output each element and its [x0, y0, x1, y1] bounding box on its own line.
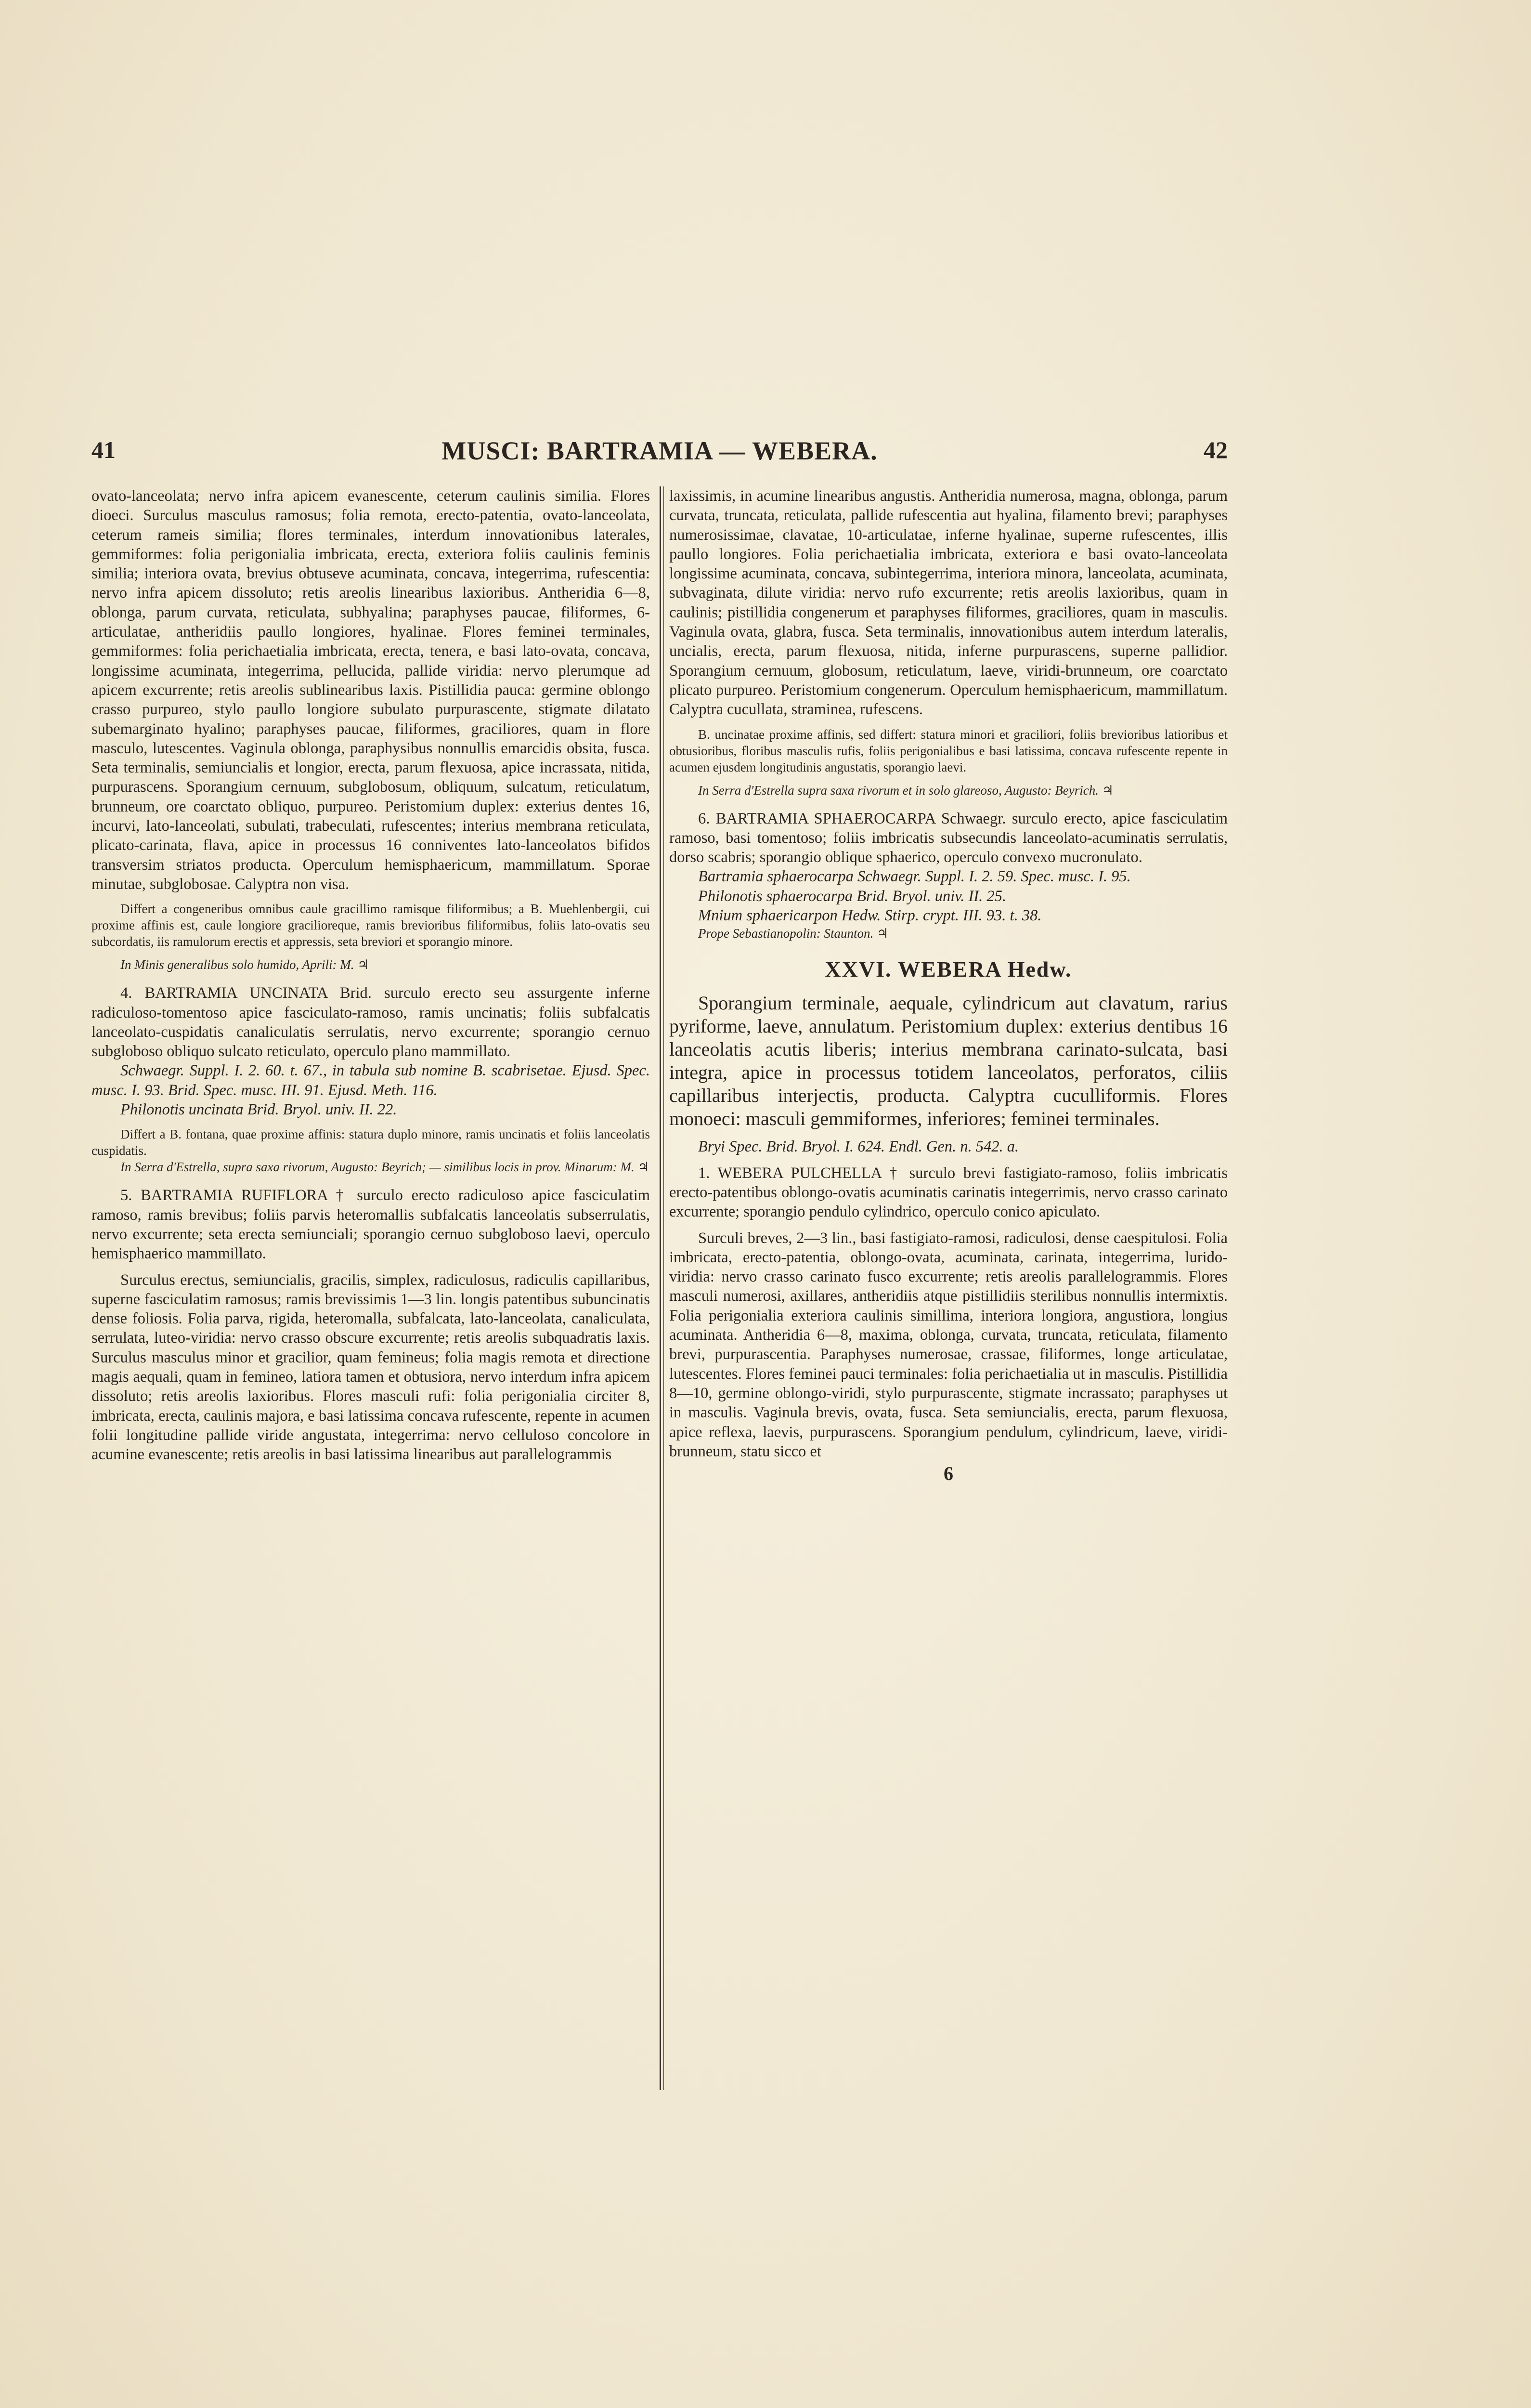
- synonymy-paragraph: Schwaegr. Suppl. I. 2. 60. t. 67., in tabula sub nomine B. scabrisetae. Ejusd. Spec. musc. I. 93. Brid. Spec. musc. III. 91. Ejusd. Meth. 116.: [91, 1062, 650, 1099]
- description-paragraph: ovato-lanceolata; nervo infra apicem evanescente, ceterum caulinis similia. Flores dioeci. Surculus masculus ramosus; folia remota, erecto-patentia, ovato-lanceolata, ceterum rameis similia; flores terminales, interdum innovationibus laterales, gemmiformes: folia perigonialia imbricata, erecta, exteriora foliis caulinis feminis similia; interiora ovata, brevius obtuseve acuminata, concava, integerrima, rufescentia: nervo infra apicem dissoluto; retis areolis linearibus laxioribus. Antheridia 6—8, oblonga, parum curvata, reticulata, subhyalina; paraphyses paucae, filiformes, 6-articulatae, antheridiis paullo longiores, hyalinae. Flores feminei terminales, gemmiformes: folia perichaetialia imbricata, erecta, tenera, e basi lato-ovata, concava, longissime acuminata, integerrima, pellucida, pallide viridia: nervo plerumque ad apicem excurrente; retis areolis sublinearibus laxis. Pistillidia pauca: germine oblongo crasso purpureo, stylo paullo longiore subulato purpurascente, stigmate dilatato subemarginato hyalino; paraphyses paucae, filiformes, graciliores, quam in flore masculo, lutescentes. Vaginula oblonga, paraphysibus nonnullis emarcidis obsita, fusca. Seta terminalis, semiuncialis et longior, erecta, parum flexuosa, apice incrassata, nitida, purpurascens. Sporangium cernuum, subglobosum, obliquum, sulcatum, reticulatum, brunneum, ore coarctato obliquo, purpureo. Peristomium duplex: exterius dentes 16, incurvi, lato-lanceolati, subulati, trabeculati, rufescentes; interius membrana reticulata, plicato-carinata, flava, apice in processus 16 conniventes lato-lanceolatos bifidos transversim striatos producta. Operculum hemisphaericum, mammillatum. Sporae minutae, subglobosae. Calyptra non visa.: [91, 487, 650, 893]
- synonymy-paragraph: Philonotis sphaerocarpa Brid. Bryol. univ. II. 25.: [698, 887, 1007, 905]
- description-paragraph: Surculi breves, 2—3 lin., basi fastigiato-ramosi, radiculosi, dense caespitulosi. Folia imbricata, erecto-patentia, oblongo-ovata, acuminata, carinata, integerrima, lurido-viridia: nervo crasso carinato fusco excurrente; retis areolis parallelogrammis. Flores masculi numerosi, axillares, antheridiis atque pistillidiis sterilibus nonnullis intermixtis. Folia perigonialia exteriora caulinis simillima, interiora longiora, angustiora, longius acuminata. Antheridia 6—8, maxima, oblonga, curvata, truncata, reticulata, filamento brevi, purpurascentia. Paraphyses numerosae, crassae, filiformes, longe articulatae, lutescentes. Flores feminei pauci terminales: folia perichaetialia ut in masculis. Pistillidia 8—10, germine oblongo-viridi, stylo purpurascente, stigmate incrassato; paraphyses ut in masculis. Vaginula brevis, ovata, fusca. Seta semiuncialis, erecta, parum flexuosa, apice reflexa, laevis, purpurascens. Sporangium pendulum, cylindricum, laeve, viridi-brunneum, statu sicco et: [669, 1229, 1228, 1460]
- locality-paragraph: In Minis generalibus solo humido, Aprili: M. ♃: [120, 957, 369, 972]
- note-paragraph: Differt a congeneribus omnibus caule gracillimo ramisque filiformibus; a B. Muehlenbergii, cui proxime affinis est, caule longiore gracilioreque, ramis brevioribus filiformibus, foliis lato-ovatis seu subcordatis, iis ramulorum erectis et appressis, seta breviori et sporangio minore.: [91, 902, 650, 949]
- note-paragraph: Differt a B. fontana, quae proxime affinis: statura duplo minore, ramis uncinatis et foliis lanceolatis cuspidatis.: [91, 1127, 650, 1158]
- synonymy-paragraph: Philonotis uncinata Brid. Bryol. univ. II. 22.: [120, 1101, 397, 1119]
- genus-heading: XXVI. WEBERA Hedw.: [825, 957, 1072, 982]
- left-column: [91, 486, 650, 1464]
- genus-description: Sporangium terminale, aequale, cylindricum aut clavatum, rarius pyriforme, laeve, annulatum. Peristomium duplex: exterius dentibus 16 lanceolatis acutis liberis; interius membrana carinato-sulcata, basi integra, apice in processus totidem lanceolatos, perforatos, ciliis capillaribus interjectis, producta. Calyptra cuculliformis. Flores monoeci: masculi gemmiformes, inferiores; feminei terminales.: [669, 992, 1228, 1130]
- running-title: MUSCI: BARTRAMIA — WEBERA.: [441, 436, 878, 465]
- locality-paragraph: In Serra d'Estrella supra saxa rivorum et in solo glareoso, Augusto: Beyrich. ♃: [698, 783, 1114, 798]
- note-paragraph: B. uncinatae proxime affinis, sed differt: statura minori et graciliori, foliis brevioribus latioribus et obtusioribus, floribus masculis rufis, foliis perigonialibus e basi latissima, concava rufescente repente in acumen ejusdem longitudinis angustatis, sporangio laevi.: [669, 727, 1228, 774]
- species-diagnosis: 4. BARTRAMIA UNCINATA Brid. surculo erecto seu assurgente inferne radiculoso-tomentoso apice fasciculato-ramoso, ramis uncinatis; foliis subfalcatis lanceolato-cuspidatis canaliculatis serrulatis, nervo excurrente; sporangio cernuo subgloboso obliquo sulcato reticulato, operculo plano mammillato.: [91, 984, 650, 1060]
- signature-mark: 6: [944, 1463, 953, 1485]
- locality-paragraph: Prope Sebastianopolin: Staunton. ♃: [698, 926, 889, 941]
- synonymy-paragraph: Mnium sphaericarpon Hedw. Stirp. crypt. III. 93. t. 38.: [698, 907, 1042, 925]
- page-number-right: 42: [1204, 436, 1228, 463]
- species-diagnosis: 6. BARTRAMIA SPHAEROCARPA Schwaegr. surculo erecto, apice fasciculatim ramoso, basi tomentoso; foliis imbricatis subsecundis lanceolato-acuminatis serrulatis, dorso scabris; sporangio oblique sphaerico, operculo convexo mucronulato.: [669, 810, 1228, 866]
- locality-paragraph: In Serra d'Estrella, supra saxa rivorum, Augusto: Beyrich; — similibus locis in prov. Minarum: M. ♃: [120, 1160, 649, 1175]
- genus-references: Bryi Spec. Brid. Bryol. I. 624. Endl. Gen. n. 542. a.: [698, 1138, 1019, 1156]
- column-rule-thin: [663, 486, 664, 2090]
- running-header: [91, 436, 1228, 470]
- synonymy-paragraph: Bartramia sphaerocarpa Schwaegr. Suppl. I. 2. 59. Spec. musc. I. 95.: [698, 868, 1131, 886]
- right-column: [669, 486, 1228, 1483]
- description-paragraph: laxissimis, in acumine linearibus angustis. Antheridia numerosa, magna, oblonga, parum curvata, truncata, reticulata, pallide rufescentia aut hyalina, filamento brevi; paraphyses numerosissimae, clavatae, 10-articulatae, inferne hyalinae, superne rufescentes, illis paullo longiores. Folia perichaetialia imbricata, exteriora e basi ovato-lanceolata longissime acuminata, concava, subintegerrima, interiora minora, lanceolata, acuminata, subvaginata, dilute viridia: nervo rufo excurrente; retis areolis laxioribus, quam in caulinis; pistillidia congenerum et paraphyses filiformes, graciliores, quam in masculis. Vaginula ovata, glabra, fusca. Seta terminalis, innovationibus autem interdum lateralis, uncialis, erecta, parum flexuosa, nitida, inferne purpurascens, superne pallidior. Sporangium cernuum, globosum, reticulatum, laeve, viridi-brunneum, ore coarctato plicato purpureo. Peristomium congenerum. Operculum hemisphaericum, mammillatum. Calyptra cucullata, straminea, rufescens.: [669, 487, 1228, 719]
- page-number-left: 41: [91, 436, 116, 463]
- species-diagnosis: 5. BARTRAMIA RUFIFLORA † surculo erecto radiculoso apice fasciculatim ramoso, ramis brevibus; foliis parvis heteromallis subfalcatis lanceolatis subserrulatis, nervo excurrente; seta erecta semiunciali; sporangio cernuo subgloboso laevi, operculo hemisphaerico mammillato.: [91, 1187, 650, 1263]
- description-paragraph: Surculus erectus, semiuncialis, gracilis, simplex, radiculosus, radiculis capillaribus, superne fasciculatim ramosus; ramis brevissimis 1—3 lin. longis patentibus subuncinatis dense foliosis. Folia parva, rigida, heteromalla, subfalcata, lato-lanceolata, canaliculata, serrulata, luteo-viridia: nervo crasso obscure excurrente; retis areolis subquadratis laxis. Surculus masculus minor et gracilior, quam femineus; folia magis remota et directione magis aequali, quam in femineo, latiora tamen et obtusiora, nervo interdum infra apicem dissoluto; retis areolis laxioribus. Flores masculi rufi: folia perigonialia circiter 8, imbricata, erecta, caulinis majora, e basi latissima concava rufescente, repente in acumen folii longitudine pallide viride angustata, integerrima: nervo celluloso concolore in acumine evanescente; retis areolis in basi latissima linearibus aut parallelogrammis: [91, 1271, 650, 1464]
- column-rule: [660, 486, 661, 2090]
- species-diagnosis: 1. WEBERA PULCHELLA † surculo brevi fastigiato-ramoso, foliis imbricatis erecto-patentibus oblongo-ovatis acuminatis carinatis integerrimis, nervo crasso carinato excurrente; sporangio pendulo cylindrico, operculo conico apiculato.: [669, 1164, 1228, 1221]
